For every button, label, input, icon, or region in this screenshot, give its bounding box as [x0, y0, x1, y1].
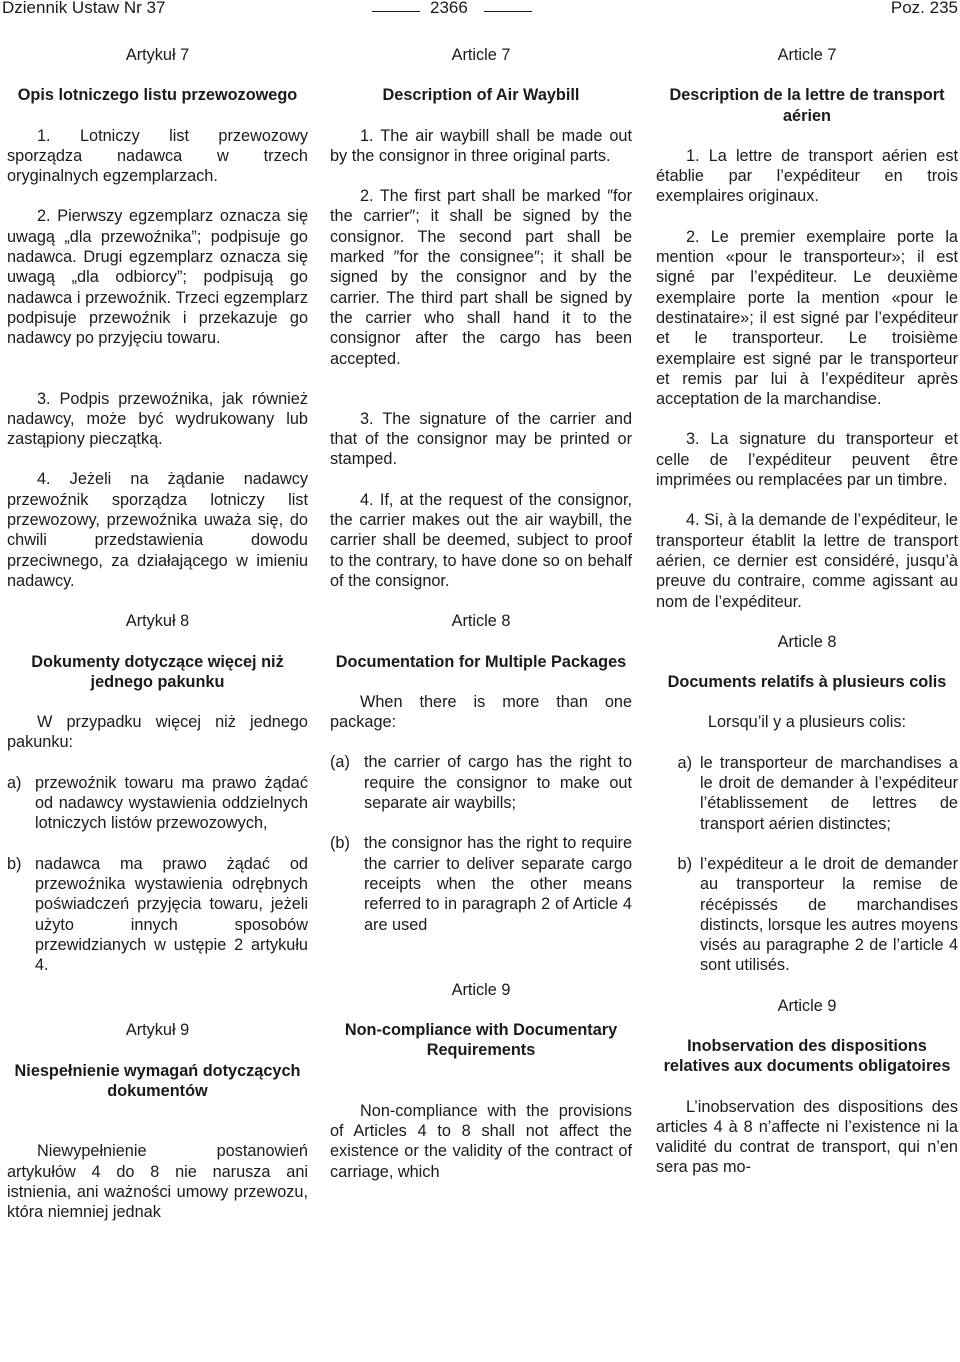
item-text: the consignor has the right to require the carrier to deliver separate cargo receipts when the other means referred to in paragraph 2 of Article 4 are used: [364, 834, 632, 934]
item-label: a): [677, 753, 692, 772]
article-7-heading: Article 7: [777, 46, 837, 64]
article-9-heading: Article 9: [451, 980, 511, 999]
article-7-paragraph-1: 1. La lettre de transport aérien est établie par l’expéditeur en trois exemplaires originaux.: [656, 146, 958, 206]
article-8-item-a: [7, 773, 308, 834]
article-8-heading: Article 8: [777, 632, 837, 651]
article-8-item-b: [656, 854, 958, 976]
article-7-paragraph-1: 1. Lotniczy list przewozowy sporządza nadawca w trzech oryginalnych egzemplarzach.: [7, 126, 308, 186]
header-dash-left: [372, 11, 420, 12]
article-9-paragraph-1: Niewypełnienie postanowień artykułów 4 do 8 nie narusza ani istnienia, ani ważności umowy przewozu, która niemniej jednak: [7, 1142, 308, 1222]
article-7-paragraph-3: 3. La signature du transporteur et celle de l’expéditeur peuvent être imprimées ou remplacées par un timbre.: [656, 430, 958, 490]
article-9-paragraph-1: L’inobservation des dispositions des articles 4 à 8 n’affecte ni l’existence ni la validité du contrat de transport, qui n’en sera pas mo-: [656, 1097, 958, 1177]
article-8-item-a: [656, 753, 958, 834]
journal-name: Dziennik Ustaw Nr 37: [2, 0, 166, 17]
french-column: [656, 40, 958, 1198]
article-7-paragraph-2: 2. The first part shall be marked ″for the carrier″; it shall be signed by the consignor. The second part shall be marked ″for the consignee″; it shall be signed by the consignor and by the carrier. The third part shall be signed by the carrier who shall hand it to the consignor after the cargo has been accepted.: [330, 187, 632, 368]
article-9-title: Inobservation des dispositions relatives aux documents obligatoires: [663, 1036, 951, 1076]
article-8-intro: When there is more than one package:: [330, 692, 632, 732]
item-text: przewoźnik towaru ma prawo żądać od nadawcy wystawienia oddzielnych lotniczych listów przewozowych,: [35, 773, 308, 833]
article-7-paragraph-3: 3. Podpis przewoźnika, jak również nadawcy, może być wydrukowany lub zastąpiony pieczątką.: [7, 389, 308, 449]
article-9-title: Non-compliance with Documentary Requirements: [344, 1021, 618, 1060]
position-number: Poz. 235: [890, 0, 958, 17]
item-label: b): [677, 854, 692, 873]
article-7-title: Description de la lettre de transport aérien: [669, 86, 945, 125]
item-text: nadawca ma prawo żądać od przewoźnika wystawienia odrębnych poświadczeń przyjęcia towaru, jeżeli użyto innych sposobów przewidzianych w ustępie 2 artykułu 4.: [35, 854, 308, 975]
article-7-paragraph-3: 3. The signature of the carrier and that of the consignor may be printed or stamped.: [330, 409, 632, 469]
article-7-paragraph-2: 2. Pierwszy egzemplarz oznacza się uwagą „dla przewoźnika”; podpisuje go nadawca. Drugi egzemplarz oznacza się uwagą „dla odbiorcy”; podpisują go nadawca i przewoźnik. Trzeci egzemplarz podpisuje przewoźnik i przekazuje go nadawcy po przyjęciu towaru.: [7, 207, 308, 348]
item-label: (b): [330, 834, 350, 853]
article-7-title: Description of Air Waybill: [382, 86, 580, 105]
item-label: (a): [330, 753, 350, 772]
article-8-intro: W przypadku więcej niż jednego pakunku:: [7, 713, 308, 752]
header-dash-right: [484, 11, 532, 12]
article-8-intro: Lorsqu’il y a plusieurs colis:: [707, 713, 907, 732]
article-9-title: Niespełnienie wymagań dotyczących dokumentów: [14, 1061, 301, 1100]
item-label: a): [7, 773, 22, 792]
item-label: b): [7, 854, 22, 873]
article-7-paragraph-1: 1. The air waybill shall be made out by the consignor in three original parts.: [330, 126, 632, 165]
page-header: [0, 0, 960, 24]
article-8-title: Documents relatifs à plusieurs colis: [667, 673, 947, 692]
article-7-heading: Article 7: [451, 46, 511, 64]
article-7-paragraph-2: 2. Le premier exemplaire porte la mention «pour le transporteur»; il est signé par l’expéditeur. Le deuxième exemplaire porte la mention «pour le destinataire»; il est signé par l’expéditeur et le transporteur. Le troisième exemplaire est signé par le transporteur et remis par lui à l’expéditeur après acceptation de la marchandise.: [656, 227, 958, 409]
article-7-title: Opis lotniczego listu przewozowego: [17, 86, 298, 105]
article-8-title: Documentation for Multiple Packages: [335, 652, 627, 671]
article-9-heading: Article 9: [777, 996, 837, 1015]
article-8-heading: Article 8: [451, 612, 511, 631]
article-7-heading: Artykuł 7: [125, 46, 190, 64]
article-8-item-b: [330, 833, 632, 934]
article-8-title: Dokumenty dotyczące więcej niż jednego pakunku: [31, 652, 284, 691]
article-7-paragraph-4: 4. Si, à la demande de l’expéditeur, le transporteur établit la lettre de transport aérien, ce dernier est considéré, jusqu’à preuve du contraire, comme agissant au nom de l’expéditeur.: [656, 511, 958, 611]
article-7-paragraph-4: 4. If, at the request of the consignor, the carrier makes out the air waybill, the carrier shall be deemed, subject to proof to the contrary, to have done so on behalf of the consignor.: [330, 490, 632, 590]
english-column: [330, 40, 632, 1202]
item-text: le transporteur de marchandises a le droit de demander à l’expéditeur l’établissement de lettres de transport aérien distinctes;: [700, 753, 958, 833]
article-7-paragraph-4: 4. Jeżeli na żądanie nadawcy przewoźnik sporządza lotniczy list przewozowy, przewoźnika uważa się, do chwili przedstawienia dowodu przeciwnego, za działającego w imieniu nadawcy.: [7, 470, 308, 590]
article-9-heading: Artykuł 9: [125, 1021, 190, 1040]
page-number: 2366: [430, 0, 468, 17]
item-text: the carrier of cargo has the right to require the consignor to make out separate air waybills;: [364, 753, 632, 813]
article-8-item-a: [330, 752, 632, 813]
item-text: l’expéditeur a le droit de demander au transporteur la remise de récépissés de marchandises distincts, lorsque les autres moyens visés au paragraphe 2 de l’article 4 sont utilisés.: [700, 854, 958, 975]
article-9-paragraph-1: Non-compliance with the provisions of Articles 4 to 8 shall not affect the existence or the validity of the contract of carriage, which: [330, 1101, 632, 1181]
article-8-item-b: [7, 854, 308, 976]
polish-column: [7, 40, 308, 1242]
article-8-heading: Artykuł 8: [125, 612, 190, 631]
